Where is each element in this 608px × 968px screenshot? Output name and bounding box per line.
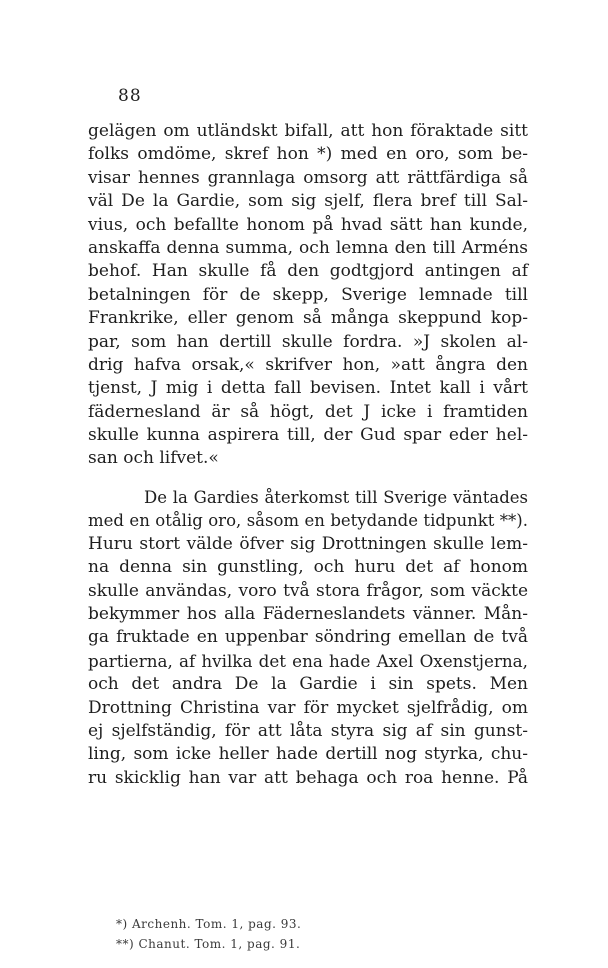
text-line: san och lifvet.« [88, 448, 219, 469]
text-line: Huru stort välde öfver sig Drottningen skulle lem- [88, 533, 528, 554]
text-line: ga fruktade en uppenbar söndring emellan de två [88, 627, 528, 648]
footnotes [116, 914, 301, 954]
text-line: bekymmer hos alla Fäderneslandets vänner. Mån- [88, 603, 528, 624]
text-line: betalningen för de skepp, Sverige lemnade till [88, 284, 528, 305]
text-line: Frankrike, eller genom så många skeppund kop- [88, 308, 528, 329]
text-line: ling, som icke heller hade dertill nog styrka, chu- [88, 744, 528, 765]
text-line: Drottning Christina var för mycket sjelfrådig, om [88, 697, 528, 718]
text-line: folks omdöme, skref hon *) med en oro, som be- [88, 144, 528, 165]
text-line: partierna, af hvilka det ena hade Axel Oxenstjerna, [88, 650, 528, 671]
text-line: skulle användas, voro två stora frågor, som väckte [88, 580, 528, 601]
footnote: **) Chanut. Tom. 1, pag. 91. [116, 937, 301, 951]
paragraph-1 [88, 120, 528, 471]
text-line: behof. Han skulle få den godtgjord antingen af [88, 261, 528, 282]
page-number: 88 [118, 86, 142, 106]
text-line: väl De la Gardie, som sig sjelf, flera bref till Sal- [88, 191, 528, 212]
text-line: och det andra De la Gardie i sin spets. Men [88, 674, 528, 695]
footnote: *) Archenh. Tom. 1, pag. 93. [116, 917, 302, 931]
text-line: skulle kunna aspirera till, der Gud spar eder hel- [88, 425, 528, 446]
text-line: fädernesland är så högt, det J icke i framtiden [88, 401, 528, 422]
text-line: drig hafva orsak,« skrifver hon, »att ångra den [88, 354, 528, 375]
text-line: visar hennes grannlaga omsorg att rättfärdiga så [88, 167, 528, 188]
text-line: ru skicklig han var att behaga och roa henne. På [88, 767, 528, 788]
paragraph-2 [88, 486, 528, 790]
text-line: par, som han dertill skulle fordra. »J skolen al- [88, 331, 528, 352]
text-line: anskaffa denna summa, och lemna den till Arméns [88, 237, 528, 258]
text-line: med en otålig oro, såsom en betydande tidpunkt **). [88, 511, 528, 531]
text-line: tjenst, J mig i detta fall bevisen. Intet kall i vårt [88, 378, 528, 399]
text-line: na denna sin gunstling, och huru det af honom [88, 557, 528, 578]
text-line: ej sjelfständig, för att låta styra sig af sin gunst- [88, 720, 528, 741]
text-line: vius, och befallte honom på hvad sätt han kunde, [88, 214, 528, 235]
text-line: gelägen om utländskt bifall, att hon föraktade sitt [88, 121, 528, 141]
text-line: De la Gardies återkomst till Sverige väntades [144, 488, 528, 507]
